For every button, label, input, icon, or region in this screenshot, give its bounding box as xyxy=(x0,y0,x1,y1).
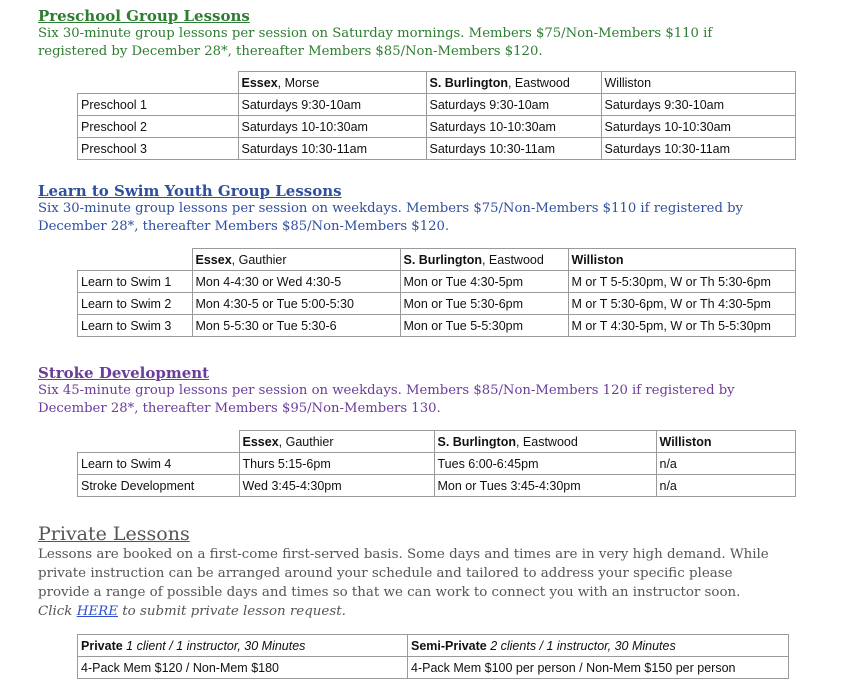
location-name: S. Burlington xyxy=(437,434,516,449)
semi-private-header xyxy=(408,635,789,657)
preschool-section xyxy=(38,7,712,61)
pool-name: , Eastwood xyxy=(507,75,570,90)
location-name: S. Burlington xyxy=(403,252,482,267)
private-pricing-table xyxy=(77,634,789,679)
table-cell: Saturdays 10:30-11am xyxy=(426,138,601,160)
header-essex xyxy=(238,72,426,94)
learn-to-swim-desc-line2: December 28*, thereafter Members $85/Non-Members $120. xyxy=(38,219,450,234)
table-cell: Mon 4:30-5 or Tue 5:00-5:30 xyxy=(192,293,400,315)
empty-cell xyxy=(78,249,193,271)
preschool-desc-line2: registered by December 28*, thereafter Members $85/Non-Members $120. xyxy=(38,44,543,59)
private-desc-line2: private instruction can be arranged around your schedule and tailored to address your specific please xyxy=(38,566,733,581)
row-label: Learn to Swim 4 xyxy=(78,453,240,475)
header-williston xyxy=(601,72,795,94)
pool-name: , Gauthier xyxy=(278,434,334,449)
table-cell: M or T 4:30-5pm, W or Th 5-5:30pm xyxy=(568,315,795,337)
table-row xyxy=(78,315,796,337)
click-prefix: Click xyxy=(38,604,77,619)
table-header-row xyxy=(78,249,796,271)
stroke-table xyxy=(77,430,796,497)
table-cell: Mon 5-5:30 or Tue 5:30-6 xyxy=(192,315,400,337)
table-row xyxy=(78,657,789,679)
private-price: 4-Pack Mem $120 / Non-Mem $180 xyxy=(78,657,408,679)
stroke-desc-line1: Six 45-minute group lessons per session on weekdays. Members $85/Non-Members 120 if registered by xyxy=(38,383,735,398)
pool-name: , Morse xyxy=(277,75,320,90)
table-cell: Saturdays 9:30-10am xyxy=(601,94,795,116)
stroke-desc-line2: December 28*, thereafter Members $95/Non-Members 130. xyxy=(38,401,441,416)
row-label: Preschool 1 xyxy=(78,94,239,116)
table-cell: Tues 6:00-6:45pm xyxy=(434,453,656,475)
table-cell: Mon or Tue 4:30-5pm xyxy=(400,271,568,293)
learn-to-swim-desc-line1: Six 30-minute group lessons per session on weekdays. Members $75/Non-Members $110 if registered by xyxy=(38,201,743,216)
private-desc-line3: provide a range of possible days and times so that we can work to connect you with an instructor soon. xyxy=(38,585,741,600)
table-header-row xyxy=(78,431,796,453)
stroke-section xyxy=(38,364,735,418)
table-cell: Saturdays 10-10:30am xyxy=(426,116,601,138)
table-cell: Saturdays 9:30-10am xyxy=(238,94,426,116)
pool-name: , Eastwood xyxy=(515,434,578,449)
table-row xyxy=(78,475,796,497)
table-cell: Mon or Tues 3:45-4:30pm xyxy=(434,475,656,497)
table-row xyxy=(78,94,796,116)
header-williston xyxy=(568,249,795,271)
learn-to-swim-section xyxy=(38,182,743,236)
semi-private-details: 2 clients / 1 instructor, 30 Minutes xyxy=(486,638,676,653)
private-desc-line1: Lessons are booked on a first-come first-served basis. Some days and times are in very high demand. While xyxy=(38,547,769,562)
private-request-line xyxy=(38,602,769,621)
empty-cell xyxy=(78,431,240,453)
private-request-link[interactable]: HERE xyxy=(76,604,118,619)
private-section xyxy=(38,523,769,621)
table-cell: Saturdays 10-10:30am xyxy=(238,116,426,138)
click-suffix: to submit private lesson request. xyxy=(118,604,346,619)
table-cell: Mon or Tue 5:30-6pm xyxy=(400,293,568,315)
table-cell: n/a xyxy=(656,453,795,475)
preschool-desc-line1: Six 30-minute group lessons per session on Saturday mornings. Members $75/Non-Members $110 if xyxy=(38,26,713,41)
table-header-row xyxy=(78,635,789,657)
private-header xyxy=(78,635,408,657)
empty-cell xyxy=(78,72,239,94)
header-williston xyxy=(656,431,795,453)
header-south-burlington xyxy=(400,249,568,271)
table-cell: Saturdays 9:30-10am xyxy=(426,94,601,116)
table-cell: M or T 5-5:30pm, W or Th 5:30-6pm xyxy=(568,271,795,293)
table-row xyxy=(78,293,796,315)
table-cell: Saturdays 10-10:30am xyxy=(601,116,795,138)
table-cell: Saturdays 10:30-11am xyxy=(238,138,426,160)
semi-private-price: 4-Pack Mem $100 per person / Non-Mem $150 per person xyxy=(408,657,789,679)
location-name: Essex xyxy=(242,434,279,449)
table-cell: n/a xyxy=(656,475,795,497)
stroke-title: Stroke Development xyxy=(38,364,210,382)
table-cell: Wed 3:45-4:30pm xyxy=(239,475,434,497)
table-row xyxy=(78,453,796,475)
table-row xyxy=(78,138,796,160)
location-name: Williston xyxy=(604,75,652,90)
private-details: 1 client / 1 instructor, 30 Minutes xyxy=(122,638,306,653)
learn-to-swim-title: Learn to Swim Youth Group Lessons xyxy=(38,182,342,200)
table-cell: Saturdays 10:30-11am xyxy=(601,138,795,160)
row-label: Preschool 3 xyxy=(78,138,239,160)
pool-name: , Gauthier xyxy=(231,252,287,267)
table-cell: Mon or Tue 5-5:30pm xyxy=(400,315,568,337)
table-row xyxy=(78,116,796,138)
learn-to-swim-table xyxy=(77,248,796,337)
preschool-title: Preschool Group Lessons xyxy=(38,7,250,25)
header-essex xyxy=(192,249,400,271)
private-label: Private xyxy=(81,638,123,653)
header-south-burlington xyxy=(434,431,656,453)
pool-name: , Eastwood xyxy=(481,252,544,267)
row-label: Preschool 2 xyxy=(78,116,239,138)
table-cell: M or T 5:30-6pm, W or Th 4:30-5pm xyxy=(568,293,795,315)
header-south-burlington xyxy=(426,72,601,94)
table-cell: Mon 4-4:30 or Wed 4:30-5 xyxy=(192,271,400,293)
row-label: Learn to Swim 3 xyxy=(78,315,193,337)
table-cell: Thurs 5:15-6pm xyxy=(239,453,434,475)
preschool-table xyxy=(77,71,796,160)
table-header-row xyxy=(78,72,796,94)
row-label: Stroke Development xyxy=(78,475,240,497)
private-title: Private Lessons xyxy=(38,523,190,545)
table-row xyxy=(78,271,796,293)
row-label: Learn to Swim 2 xyxy=(78,293,193,315)
row-label: Learn to Swim 1 xyxy=(78,271,193,293)
location-name: Williston xyxy=(571,252,624,267)
location-name: Williston xyxy=(659,434,712,449)
semi-private-label: Semi-Private xyxy=(411,638,487,653)
header-essex xyxy=(239,431,434,453)
location-name: Essex xyxy=(241,75,278,90)
location-name: S. Burlington xyxy=(429,75,508,90)
location-name: Essex xyxy=(195,252,232,267)
